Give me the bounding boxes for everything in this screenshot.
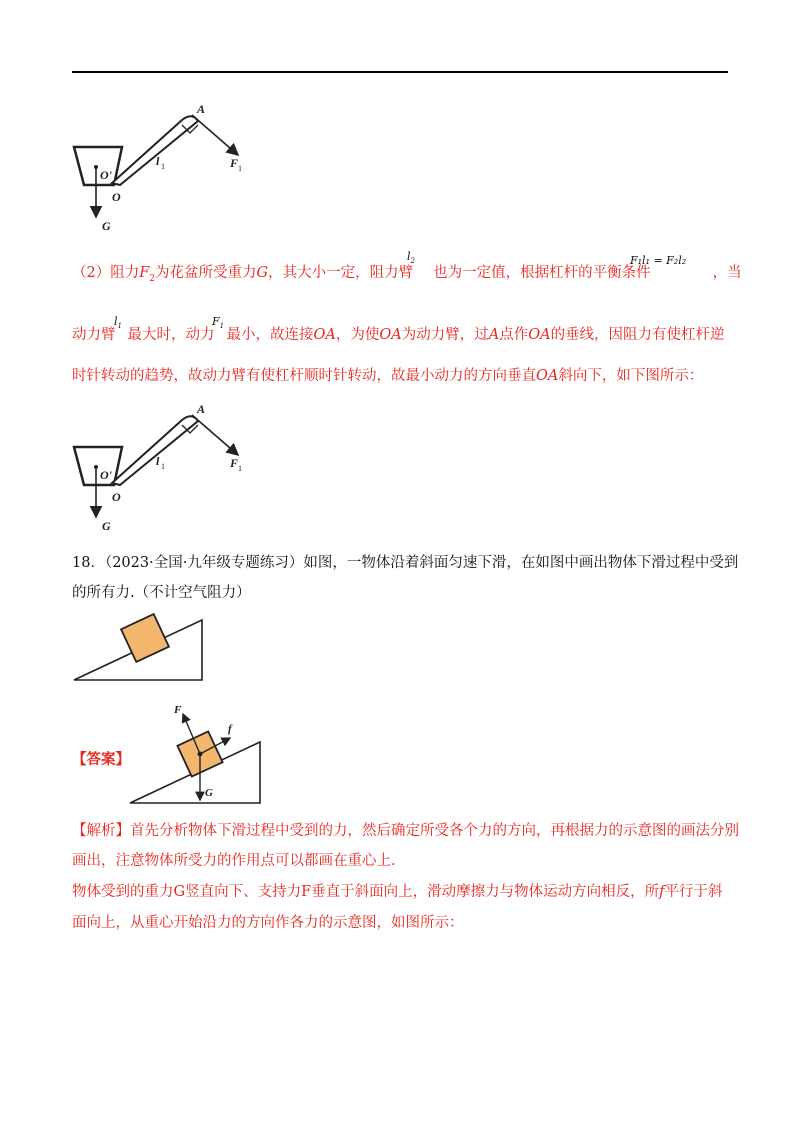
analysis-line2: 画出，注意物体所受力的作用点可以都画在重心上. <box>72 853 396 869</box>
svg-text:1: 1 <box>161 162 165 171</box>
svg-text:1: 1 <box>238 464 242 473</box>
header-rule <box>72 71 728 73</box>
pot-center-dot <box>94 165 98 169</box>
label-G: G <box>102 219 111 233</box>
label-l: l <box>156 154 160 168</box>
math-l1: $l_1$ <box>114 315 122 331</box>
svg-text:F: F <box>230 456 239 470</box>
label-O-prime: O' <box>100 168 112 182</box>
question-18-line1: 18．（2023·全国·九年级专题练习）如图，一物体沿着斜面匀速下滑，在如图中画出物体下滑过程中受到 <box>72 555 739 571</box>
lever-arm <box>112 116 198 185</box>
lever-figure-1 <box>70 95 270 240</box>
math-F1: $F_1$ <box>212 315 225 331</box>
svg-text:G: G <box>102 519 111 533</box>
svg-text:O': O' <box>100 468 112 482</box>
incline-question-figure <box>70 612 210 684</box>
para2-line2: 动力臂 最大时，动力 最小，故连接OA，为使OA为动力臂，过A点作OA的垂线，因阻力有使杠杆逆 <box>72 327 725 343</box>
svg-text:l: l <box>156 454 160 468</box>
svg-text:1: 1 <box>161 462 165 471</box>
analysis-line1: 【解析】首先分析物体下滑过程中受到的力，然后确定所受各个力的方向，再根据力的示意图的画法分别 <box>72 823 739 839</box>
math-l2: $l_2$ <box>407 250 415 266</box>
analysis-line3: 物体受到的重力G竖直向下、支持力F垂直于斜面向上，滑动摩擦力与物体运动方向相反，所f平行于斜 <box>72 884 723 900</box>
incline-answer-figure <box>128 700 278 810</box>
math-balance: F₁l₁ = F₂l₂ <box>630 254 687 267</box>
label-A: A <box>197 102 206 116</box>
para2-line1: （2）阻力$F_2$为花盆所受重力G，其大小一定，阻力臂 也为一定值，根据杠杆的平衡条件 ，当 <box>72 265 742 284</box>
label-F: F <box>174 704 182 716</box>
force-line <box>192 115 238 155</box>
svg-text:O: O <box>112 490 121 504</box>
svg-text:A: A <box>197 402 206 416</box>
analysis-line4: 面向上，从重心开始沿力的方向作各力的示意图，如图所示： <box>72 915 464 931</box>
label-F: F <box>230 156 239 170</box>
label-O: O <box>112 190 121 204</box>
label-f: f <box>228 723 232 735</box>
para2-line3: 时针转动的趋势，故动力臂有使杠杆顺时针转动，故最小动力的方向垂直OA斜向下，如下图所示： <box>72 368 704 384</box>
question-18-line2: 的所有力.（不计空气阻力） <box>72 585 251 601</box>
svg-text:1: 1 <box>238 164 242 173</box>
lever-figure-2 <box>70 395 270 540</box>
answer-label: 【答案】 <box>72 751 130 768</box>
label-G: G <box>205 787 213 799</box>
